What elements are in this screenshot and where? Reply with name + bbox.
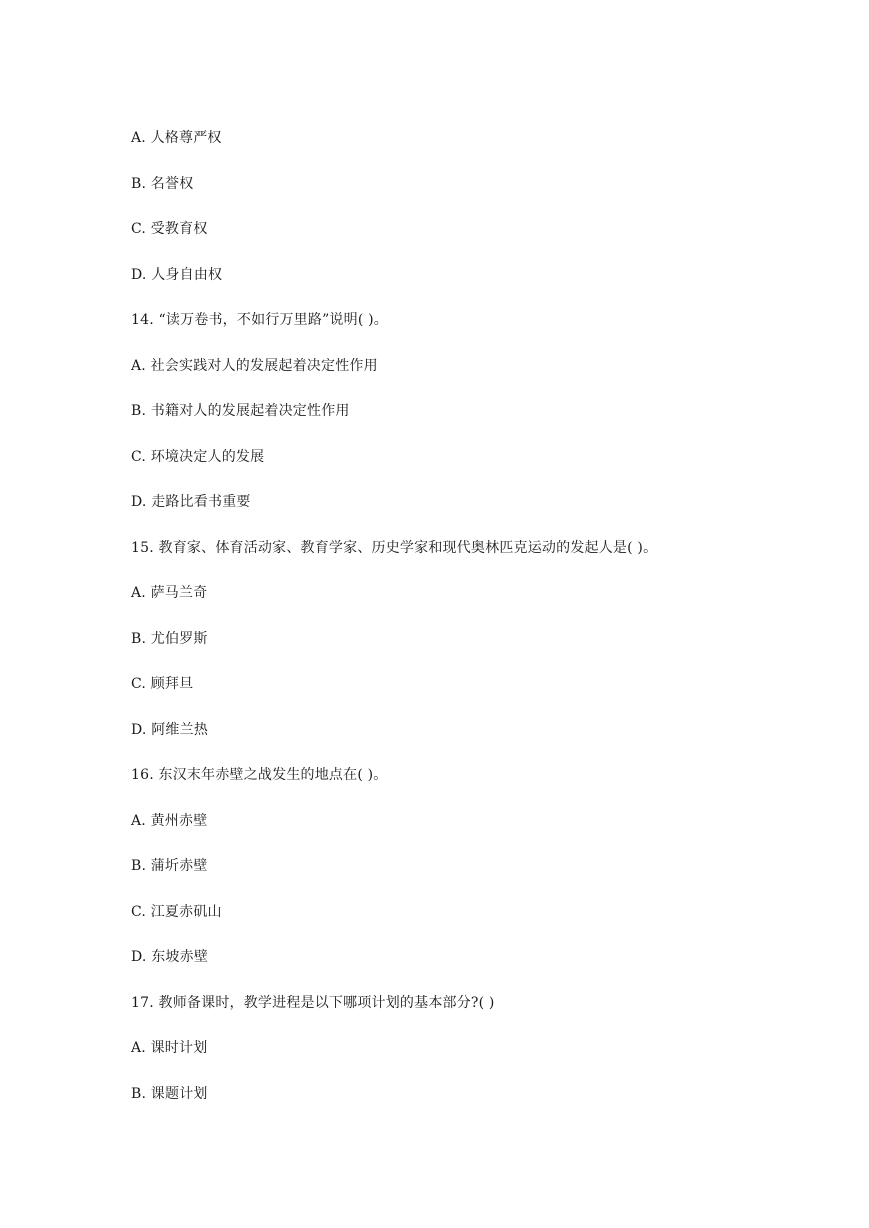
answer-option: B. 书籍对人的发展起着决定性作用	[131, 403, 350, 419]
answer-option: A. 社会实践对人的发展起着决定性作用	[131, 357, 378, 374]
answer-option: B. 名誉权	[131, 175, 194, 192]
question-text: 16. 东汉末年赤壁之战发生的地点在( )。	[131, 767, 388, 783]
question-text: 17. 教师备课时，教学进程是以下哪项计划的基本部分?( )	[131, 994, 495, 1011]
answer-option: A. 人格尊严权	[131, 130, 222, 146]
answer-option: B. 蒲圻赤壁	[131, 858, 208, 874]
answer-option: C. 江夏赤矶山	[131, 903, 222, 920]
answer-option: A. 课时计划	[131, 1040, 208, 1056]
answer-option: D. 人身自由权	[131, 266, 223, 283]
answer-option: D. 东坡赤壁	[131, 949, 209, 965]
question-text: 14. “读万卷书，不如行万里路”说明( )。	[131, 312, 389, 328]
answer-option: C. 环境决定人的发展	[131, 448, 265, 465]
answer-option: D. 走路比看书重要	[131, 494, 251, 510]
answer-option: A. 黄州赤壁	[131, 812, 208, 829]
answer-option: C. 顾拜旦	[131, 676, 194, 692]
question-text: 15. 教育家、体育活动家、教育学家、历史学家和现代奥林匹克运动的发起人是( )。	[131, 539, 658, 556]
answer-option: B. 尤伯罗斯	[131, 630, 208, 647]
answer-option: B. 课题计划	[131, 1085, 208, 1102]
answer-option: C. 受教育权	[131, 221, 208, 237]
answer-option: A. 萨马兰奇	[131, 585, 208, 601]
answer-option: D. 阿维兰热	[131, 721, 209, 738]
question-list	[131, 128, 831, 1129]
